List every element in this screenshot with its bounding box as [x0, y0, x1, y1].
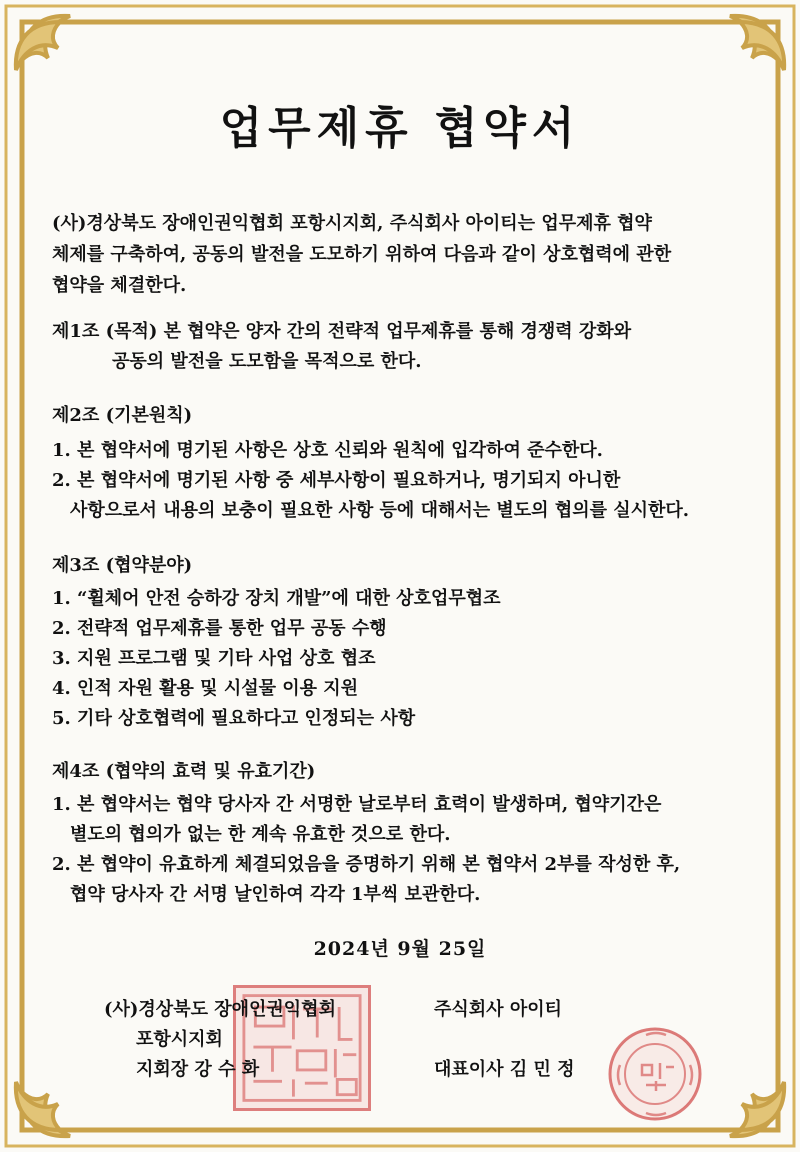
article-3-item: 3. 지원 프로그램 및 기타 사업 상호 협조 [52, 648, 376, 669]
article-1-continuation: 공동의 발전을 도모함을 목적으로 한다. [112, 351, 422, 372]
article-2 [52, 402, 772, 526]
party-left-org: (사)경상북도 장애인권익협회 [104, 999, 336, 1020]
document-title: 업무제휴 협약서 [219, 103, 581, 154]
party-right-signature [434, 995, 575, 1085]
article-2-heading: 제2조 (기본원칙) [52, 405, 193, 426]
article-3 [52, 552, 772, 734]
intro-paragraph [52, 208, 762, 301]
article-4-item: 2. 본 협약이 유효하게 체결되었음을 증명하기 위해 본 협약서 2부를 작성한 후, [52, 854, 681, 875]
intro-line: (사)경상북도 장애인권익협회 포항시지회, 주식회사 아이티는 업무제휴 협약 [52, 213, 652, 234]
article-2-item: 2. 본 협약서에 명기된 사항 중 세부사항이 필요하거나, 명기되지 아니한 [52, 470, 621, 491]
party-left-signature [104, 995, 336, 1085]
article-1 [52, 318, 772, 378]
article-3-item: 2. 전략적 업무제휴를 통한 업무 공동 수행 [52, 618, 387, 639]
article-1-heading: 제1조 (목적) 본 협약은 양자 간의 전략적 업무제휴를 통해 경쟁력 강화와 [52, 321, 632, 342]
intro-line: 체제를 구축하여, 공동의 발전을 도모하기 위하여 다음과 같이 상호협력에 관한 [52, 244, 672, 265]
article-4-item: 1. 본 협약서는 협약 당사자 간 서명한 날로부터 효력이 발생하며, 협약기간은 [52, 794, 662, 815]
intro-line: 협약을 체결한다. [52, 275, 187, 296]
article-4-heading: 제4조 (협약의 효력 및 유효기간) [52, 761, 316, 782]
article-4-item-continuation: 협약 당사자 간 서명 날인하여 각각 1부씩 보관한다. [70, 884, 481, 905]
party-left-representative: 지회장 강 수 화 [136, 1059, 260, 1080]
article-2-item-continuation: 사항으로서 내용의 보충이 필요한 사항 등에 대해서는 별도의 협의를 실시한다. [70, 500, 690, 521]
signing-date: 2024년 9월 25일 [313, 938, 487, 960]
party-right-org: 주식회사 아이티 [434, 999, 562, 1020]
article-4-item-continuation: 별도의 협의가 없는 한 계속 유효한 것으로 한다. [70, 824, 451, 845]
article-3-item: 1. “휠체어 안전 승하강 장치 개발”에 대한 상호업무협조 [52, 588, 501, 609]
party-right-representative: 대표이사 김 민 정 [434, 1059, 575, 1080]
article-3-item: 5. 기타 상호협력에 필요하다고 인정되는 사항 [52, 708, 416, 729]
round-seal-stamp [606, 1025, 704, 1123]
party-left-branch: 포항시지회 [136, 1029, 223, 1050]
article-3-heading: 제3조 (협약분야) [52, 555, 193, 576]
article-3-item: 4. 인적 자원 활용 및 시설물 이용 지원 [52, 678, 359, 699]
article-2-item: 1. 본 협약서에 명기된 사항은 상호 신뢰와 원칙에 입각하여 준수한다. [52, 440, 603, 461]
article-4 [52, 758, 772, 910]
